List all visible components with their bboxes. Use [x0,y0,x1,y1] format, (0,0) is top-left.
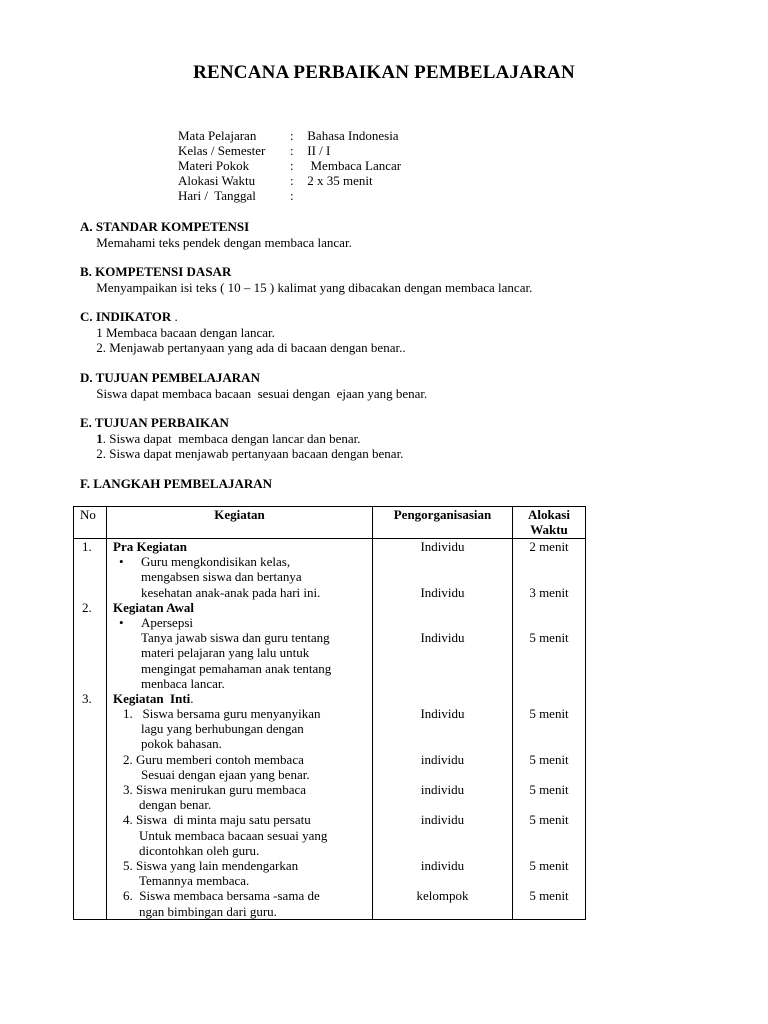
section-text: 1. Siswa dapat membaca dengan lancar dan benar. [80,430,361,446]
section-kompetensi-dasar [80,264,532,295]
section-heading: C. INDIKATOR . [80,309,178,324]
list-item: 5. Siswa yang lain mendengarkan [123,857,299,873]
alokasi-waktu-column: 2 menit 3 menit 5 menit 5 menit 5 menit 5 menit 5 menit 5 menit 5 menit [513,539,586,920]
info-block [178,128,401,203]
section-text: Siswa dapat membaca bacaan sesuai dengan ejaan yang benar. [80,385,428,401]
header-alokasi-waktu: Alokasi Waktu [513,507,586,539]
header-pengorganisasian: Pengorganisasian [373,507,513,539]
list-item: 2. Guru memberi contoh membaca [123,751,304,767]
info-row-time: Alokasi Waktu : 2 x 35 menit [178,173,373,188]
info-row-subject: Mata Pelajaran : Bahasa Indonesia [178,128,399,143]
kegiatan-column: Pra Kegiatan • Guru mengkondisikan kelas, mengabsen siswa dan bertanya kesehatan anak-anak pada hari ini. Kegiatan Awal • Apersepsi Tanya jawab siswa dan guru tentang materi pelajaran yang lalu untuk mengingat pemahaman anak tentang menbaca lancar. Kegiatan Inti. 1. Siswa bersama guru menyanyikan lagu yang berhubungan dengan pokok bahasan. 2. Guru memberi contoh membaca Sesuai dengan ejaan yang benar. 3. Siswa menirukan guru membaca dengan benar. 4. Siswa di minta maju satu persatu Untuk membaca bacaan sesuai yang dicontohkan oleh guru. 5. Siswa yang lain mendengarkan Temannya membaca. 6. Siswa membaca bersama -sama de ngan bimbingan dari guru. [107,539,373,920]
section-heading: B. KOMPETENSI DASAR [80,264,232,279]
steps-table [73,506,586,920]
section-text: 2. Siswa dapat menjawab pertanyaan bacaan dengan benar. [80,446,404,461]
list-item: 4. Siswa di minta maju satu persatu [123,812,311,828]
list-item: • Guru mengkondisikan kelas, [113,554,372,569]
header-no: No [74,507,107,539]
info-row-topic: Materi Pokok : Membaca Lancar [178,158,402,173]
section-heading: F. LANGKAH PEMBELAJARAN [80,476,273,491]
table-row [74,539,586,920]
list-item: 1. Siswa bersama guru menyanyikan [123,706,321,722]
info-row-class: Kelas / Semester : II / I [178,143,331,158]
section-langkah-pembelajaran [80,476,272,492]
pengorganisasian-column: Individu Individu Individu Individu individu individu individu individu kelompok [373,539,513,920]
step-heading: Kegiatan Inti. [113,690,194,706]
section-text: Memahami teks pendek dengan membaca lancar. [80,234,352,250]
header-kegiatan: Kegiatan [107,507,373,539]
step-heading: Pra Kegiatan [113,539,188,554]
section-heading: D. TUJUAN PEMBELAJARAN [80,370,260,385]
info-row-date: Hari / Tanggal : [178,188,294,203]
section-text: Menyampaikan isi teks ( 10 – 15 ) kalimat yang dibacakan dengan membaca lancar. [80,279,533,295]
section-standar-kompetensi [80,219,352,250]
list-item: • Apersepsi [113,615,372,630]
section-tujuan-pembelajaran [80,370,427,401]
section-text: 2. Menjawab pertanyaan yang ada di bacaan dengan benar.. [80,340,406,355]
list-item: 6. Siswa membaca bersama -sama de [123,888,320,904]
section-heading: A. STANDAR KOMPETENSI [80,219,250,234]
list-item: 3. Siswa menirukan guru membaca [123,782,307,797]
section-indikator [80,309,406,356]
section-text: 1 Membaca bacaan dengan lancar. [80,324,275,340]
step-heading: Kegiatan Awal [113,599,195,615]
section-heading: E. TUJUAN PERBAIKAN [80,415,229,430]
table-header-row [74,507,586,539]
page-title: RENCANA PERBAIKAN PEMBELAJARAN [193,62,575,83]
section-tujuan-perbaikan [80,415,403,462]
number-column: 1. 2. 3. [74,539,107,920]
